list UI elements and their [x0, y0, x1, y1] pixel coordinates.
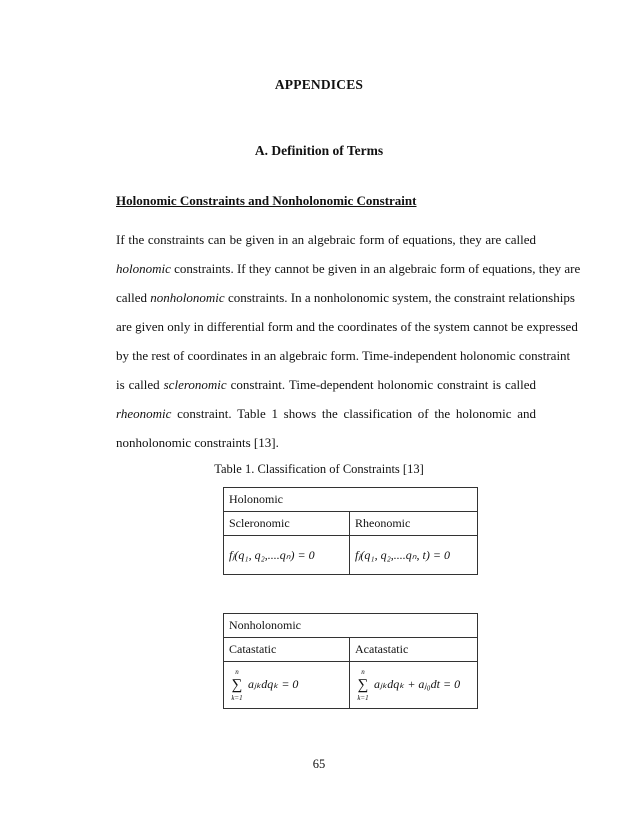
paragraph-text: constraint. Table 1 shows the classification of the holonomic and	[171, 406, 536, 421]
paragraph-text: is called	[116, 377, 164, 392]
subsection-heading: Holonomic Constraints and Nonholonomic Constraint	[116, 193, 417, 208]
term-holonomic: holonomic	[116, 261, 171, 276]
table-header: Holonomic	[224, 488, 478, 512]
paragraph-line	[116, 406, 536, 422]
nonholonomic-table	[223, 613, 478, 709]
term-scleronomic: scleronomic	[163, 377, 227, 392]
paragraph-text: constraint. Time-dependent holonomic constraint is called	[226, 377, 536, 392]
sum-lower-limit: k=1	[231, 693, 243, 702]
sum-lower-limit: k=1	[357, 693, 369, 702]
paragraph-text: constraints. If they cannot be given in an algebraic form of equations, they are	[170, 261, 581, 276]
holonomic-table	[223, 487, 478, 575]
formula	[229, 667, 299, 702]
paragraph-line: nonholonomic constraints [13].	[116, 435, 279, 450]
formula-body: aⱼₖdqₖ = 0	[248, 676, 299, 691]
column-header-rheonomic: Rheonomic	[350, 512, 478, 536]
paragraph-line	[116, 290, 575, 306]
formula	[355, 667, 461, 702]
equation-rheonomic: fⱼ(q₁, q₂,....qₙ, t) = 0	[350, 536, 478, 575]
summation-icon: ∑ n k=1	[355, 677, 371, 694]
section-title: A. Definition of Terms	[254, 143, 384, 158]
paragraph-line: If the constraints can be given in an algebraic form of equations, they are called	[116, 232, 536, 247]
column-header-acatastatic: Acatastatic	[350, 638, 478, 662]
summation-icon: ∑ n k=1	[229, 677, 245, 694]
column-header-catastatic: Catastatic	[224, 638, 350, 662]
term-rheonomic: rheonomic	[116, 406, 172, 421]
sum-upper-limit: n	[361, 667, 365, 676]
page-title: APPENDICES	[274, 77, 364, 92]
page-number: 65	[312, 757, 326, 771]
equation-scleronomic: fⱼ(q₁, q₂,....qₙ) = 0	[224, 536, 350, 575]
paragraph-line: are given only in differential form and the coordinates of the system cannot be expressed	[116, 319, 578, 334]
paragraph-line	[116, 377, 536, 393]
paragraph-line: by the rest of coordinates in an algebraic form. Time-independent holonomic constraint	[116, 348, 571, 363]
term-nonholonomic: nonholonomic	[150, 290, 225, 305]
equation-catastatic	[224, 662, 350, 709]
paragraph-text: called	[116, 290, 151, 305]
table-caption: Table 1. Classification of Constraints [13]	[214, 462, 424, 476]
column-header-scleronomic: Scleronomic	[224, 512, 350, 536]
equation-acatastatic	[350, 662, 478, 709]
paragraph-text: constraints. In a nonholonomic system, the constraint relationships	[224, 290, 575, 305]
paragraph-line	[116, 261, 581, 277]
sum-upper-limit: n	[235, 667, 239, 676]
table-header: Nonholonomic	[224, 614, 478, 638]
formula-body: aⱼₖdqₖ + aⱼ₀dt = 0	[374, 676, 461, 691]
